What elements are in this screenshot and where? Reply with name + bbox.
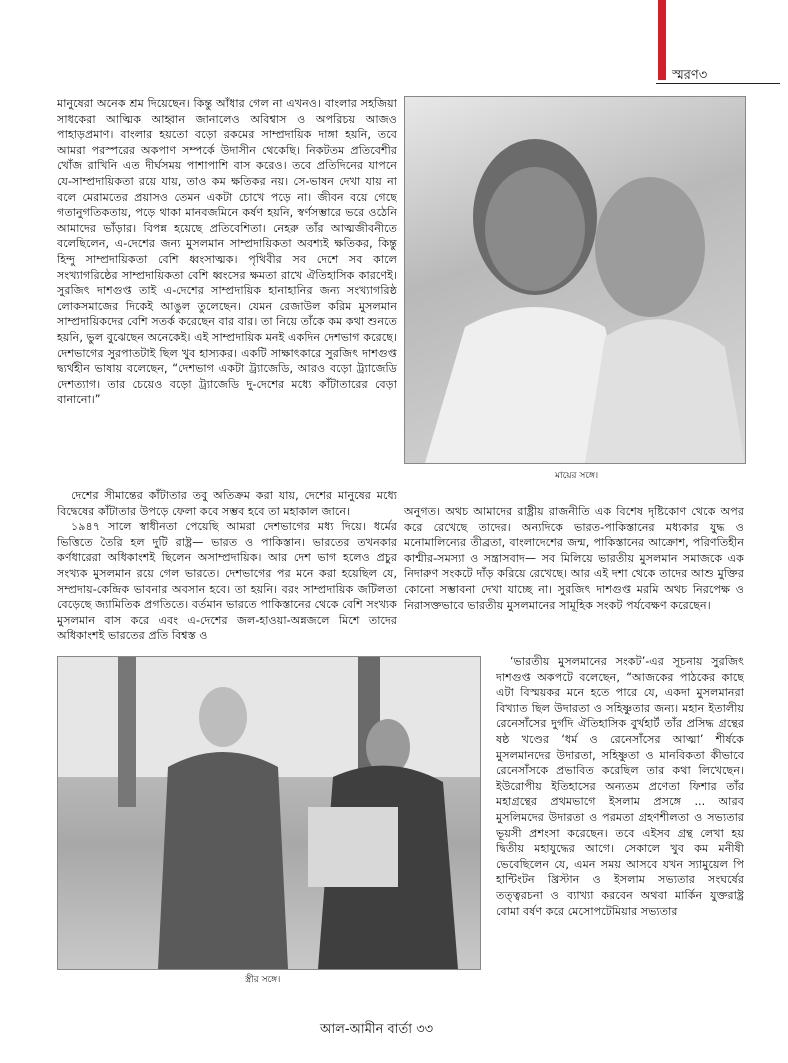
paragraph: ১৯৪৭ সালে স্বাধীনতা পেয়েছি আমরা দেশভাগের মধ্য দিয়ে। ধর্মের ভিত্তিতে তৈরি হল দুটি রাষ্ট্র— ভারত ও পাকিস্তান। ভারতের তখনকার কর্ণধারেরা অধিকাংশই ছিলেন অসাম্প্রদায়িক। আর দেশ ভাগ হলেও প্রচুর সংখ্যক মুসলমান রয়ে গেল ভারতে। দেশভাগের পর মনে করা হয়েছিল যে, সম্প্রদায়-কেন্দ্রিক ভাবনার অবসান হবে। তা হয়নি। বরং সাম্প্রদায়িক জটিলতা বেড়েছে জ্যামিতিক প্রগতিতে। বর্তমান ভারতে পাকিস্তানের থেকে বেশি সংখ্যক মুসলমান বাস করে এবং এ-দেশের জল-হাওয়া-অন্নজলে মিশে তাদের অধিকাংশই ভারতের প্রতি বিশ্বস্ত ও xyxy=(57,520,397,643)
paragraph: ‘ভারতীয় মুসলমানের সংকট’-এর সূচনায় সুরজিৎ দাশগুপ্ত অকপটে বলেছেন, “আজকের পাঠকের কাছে এটা বিস্ময়কর মনে হতে পারে যে, একদা মুসলমানরা বিখ্যাত ছিল উদারতা ও সহিষ্ণুতার জন্য। মহান ইতালীয় রেনেসাঁসের দুর্গদি ঐতিহাসিক বুর্খহার্ট তাঁর প্রসিদ্ধ গ্রন্থের ষষ্ঠ খণ্ডের ‘ধর্ম ও রেনেসাঁসের আত্মা’ শীর্ষকে মুসলমানদের উদারতা, সহিষ্ণুতা ও মানবিকতা কীভাবে রেনেসাঁসকে প্রভাবিত করেছিল তার কথা লিখেছেন। ইউরোপীয় ইতিহাসের অন্যতম প্রণেতা ফিশার তাঁর মহাগ্রন্থের প্রথমভাগে ইসলাম প্রসঙ্গে ... আরব মুসলিমদের উদারতা ও পরমতা গ্রহণশীলতা ও সভ্যতার ভূয়সী প্রশংসা করেছেন। তবে এইসব গ্রন্থ লেখা হয় দ্বিতীয় মহাযুদ্ধের আগে। সেকালে খুব কম মনীষী ভেবেছিলেন যে, এমন সময় আসবে যখন স্যামুয়েল পি হান্টিংটন খ্রিস্টান ও ইসলাম সভ্যতার সংঘর্ষের তত্ত্বরচনা ও ব্যাখ্যা করবেন অথবা মার্কিন যুক্তরাষ্ট্র বোমা বর্ষণ করে মেসোপটেমিয়ার সভ্যতার xyxy=(496,655,744,918)
paragraph: মানুষেরা অনেক শ্রম দিয়েছেন। কিন্তু আঁধার গেল না এখনও। বাংলার সহজিয়া সাধকেরা আত্মিক আহ্বান জানালেও অবিশ্বাস ও অপরিচয় আজও পাহাড়প্রমাণ। বাংলার হয়তো বড়ো রকমের সাম্প্রদায়িক দাঙ্গা হয়নি, তবে আমরা পরস্পরের অকপাণ সম্পর্কে উদাসীন থেকেছি। নিকটতম প্রতিবেশীর খোঁজ রাখিনি এত দীর্ঘসময় পাশাপাশি বাস করেও। তবে প্রতিদিনের যাপনে যে-সাম্প্রদায়িকতা রয়ে যায়, তাও কম ক্ষতিকর নয়। সে-ভাষন দেখা যায় না বলে মেরামতের প্রয়াসও তেমন একটা চোখে পড়ে না। জীবন বয়ে গেছে গতানুগতিকতায়, পড়ে থাকা মানবজমিনে কর্ষণ হয়নি, স্বর্ণসম্ভারে ভরে ওঠেনি আমাদের ভাঁড়ার। বিপন্ন হয়েছে প্রতিবেশিতা। নেহরু তাঁর আত্মজীবনীতে বলেছিলেন, এ-দেশের জন্য মুসলমান সাম্প্রদায়িকতা অবশ্যই ক্ষতিকর, কিন্তু হিন্দু সাম্প্রদায়িকতা বেশি ধ্বংসাত্মক। পৃথিবীর সব দেশে সব কালে সংখ্যাগরিষ্ঠের সাম্প্রদায়িকতা বেশি ধ্বংসের ক্ষমতা রাখে ঐতিহাসিক কারণেই। সুরজিৎ দাশগুপ্ত তাই এ-দেশের সাম্প্রদায়িক হানাহানির জন্য সংখ্যাগরিষ্ঠ লোকসমাজের দিকেই আঙুল তুলেছেন। যেমন রেজাউল করিম মুসলমান সাম্প্রদায়িকদের বেশি সতর্ক করেছেন বার বার। তা নিয়ে তাঁকে কম কথা শুনতে হয়নি, ভুল বুঝেছেন অনেকেই। এই সাম্প্রদায়িক মনই একদিন দেশভাগ করেছে। দেশভাগের সুরপাতটাই ছিল খুব হাস্যকর। একটি সাক্ষাৎকারে সুরজিৎ দাশগুপ্ত দ্ব্যর্থহীন ভাষায় বলেছেন, “দেশভাগ একটা ট্র্যাজেডি, আরও বড়ো ট্র্যাজেডি দেশত্যাগ। তার চেয়েও বড়ো ট্র্যাজেডি দু-দেশের মধ্যে কাঁটাতারের বেড়া বানানো।” xyxy=(57,97,397,407)
photo-with-wife xyxy=(57,656,481,970)
column-1-continued xyxy=(57,488,397,648)
column-3-text xyxy=(496,654,744,1034)
paragraph: দেশের সীমান্তের কাঁটাতার তবু অতিক্রম করা যায়, দেশের মানুষের মধ্যে বিদ্বেষের কাঁটাতার উপড়ে ফেলা কবে সম্ভব হবে তা মহাকাল জানে। xyxy=(57,489,397,518)
photo-with-mother xyxy=(404,96,746,464)
photo-caption-mother: মায়ের সঙ্গে। xyxy=(555,471,599,481)
page-footer: আল-আমীন বার্তা ৩৩ xyxy=(320,1022,434,1037)
section-title: স্মরণ৩ xyxy=(672,68,708,83)
column-2-text xyxy=(404,504,744,654)
header-rule xyxy=(656,83,780,84)
column-1-text xyxy=(57,96,397,484)
photo-caption-wife: স্ত্রীর সঙ্গে। xyxy=(245,975,281,985)
section-color-bar xyxy=(658,0,666,80)
paragraph: অনুগত। অথচ আমাদের রাষ্ট্রীয় রাজনীতি এক বিশেষ দৃষ্টিকোণ থেকে অপর করে রেখেছে তাদের। অন্যদিকে ভারত-পাকিস্তানের মধ্যকার যুদ্ধ ও মনোমালিন্যের তীব্রতা, বাংলাদেশের জন্ম, পাকিস্তানের আক্রোশ, পরিণতিহীন কাশ্মীর-সমস্যা ও সন্ত্রাসবাদ— সব মিলিয়ে ভারতীয় মুসলমান সমাজকে এক নিদারুণ সংকটে দাঁড় করিয়ে রেখেছে। আর এই দশা থেকে তাদের আশু মুক্তির কোনো সম্ভাবনা দেখা যাচ্ছে না। সুরজিৎ দাশগুপ্ত মরমি অথচ নিরপেক্ষ ও নিরাসক্তভাবে ভারতীয় মুসলমানের সামূহিক সংকট পর্যবেক্ষণ করেছেন। xyxy=(404,505,744,612)
